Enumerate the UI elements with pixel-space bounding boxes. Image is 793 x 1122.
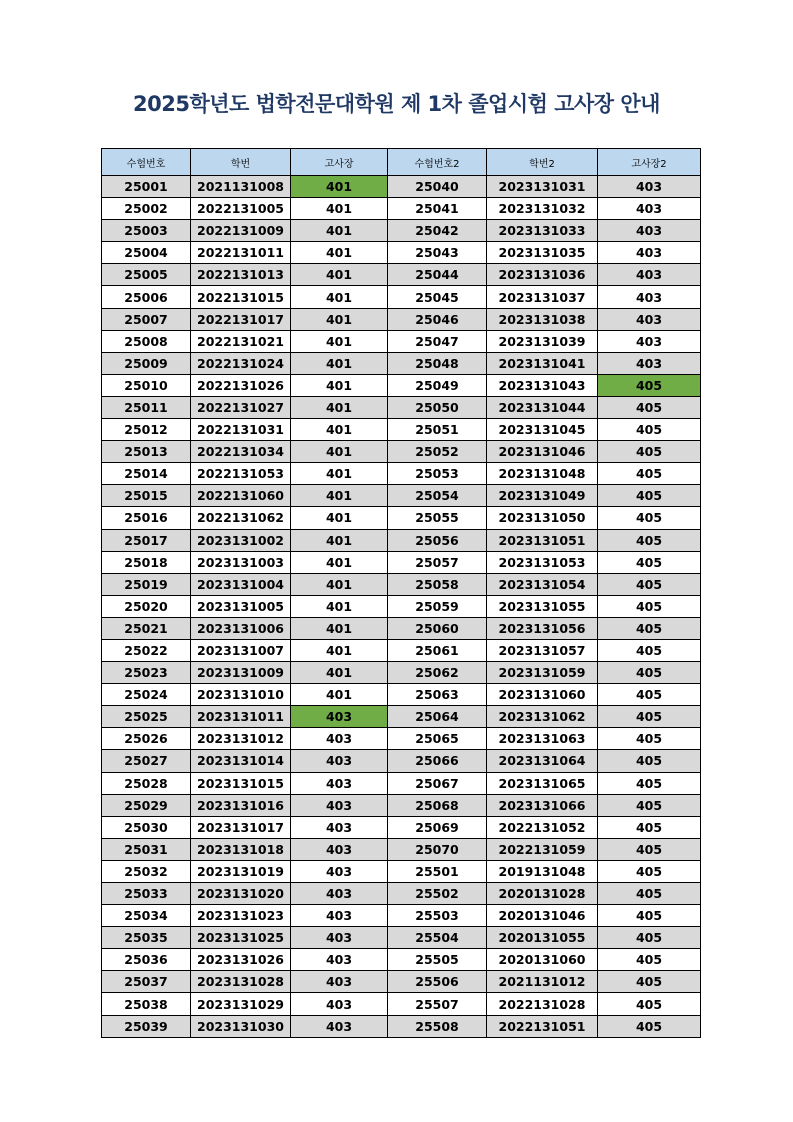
column-header-student-id: 학번	[191, 149, 291, 176]
table-row	[102, 927, 701, 949]
table-row	[102, 419, 701, 441]
student-id-2-cell: 2023131041	[487, 352, 598, 374]
exam-number-2-cell: 25059	[388, 595, 487, 617]
exam-room-2-cell: 403	[598, 176, 701, 198]
table-row	[102, 220, 701, 242]
student-id-cell: 2022131053	[191, 463, 291, 485]
exam-room-cell: 401	[291, 507, 388, 529]
student-id-2-cell: 2023131055	[487, 595, 598, 617]
exam-room-cell: 401	[291, 441, 388, 463]
student-id-cell: 2022131021	[191, 330, 291, 352]
table-row	[102, 684, 701, 706]
student-id-cell: 2022131011	[191, 242, 291, 264]
table-row	[102, 485, 701, 507]
exam-room-2-cell: 405	[598, 838, 701, 860]
exam-number-cell: 25035	[102, 927, 191, 949]
exam-room-cell: 401	[291, 352, 388, 374]
student-id-2-cell: 2023131054	[487, 573, 598, 595]
student-id-cell: 2022131031	[191, 419, 291, 441]
exam-number-2-cell: 25060	[388, 617, 487, 639]
table-row	[102, 838, 701, 860]
exam-number-2-cell: 25505	[388, 949, 487, 971]
student-id-2-cell: 2023131065	[487, 772, 598, 794]
exam-number-2-cell: 25064	[388, 706, 487, 728]
exam-number-2-cell: 25506	[388, 971, 487, 993]
exam-room-2-cell: 405	[598, 419, 701, 441]
table-row	[102, 396, 701, 418]
table-row	[102, 662, 701, 684]
student-id-cell: 2023131025	[191, 927, 291, 949]
student-id-cell: 2023131003	[191, 551, 291, 573]
exam-number-2-cell: 25062	[388, 662, 487, 684]
exam-room-cell: 403	[291, 927, 388, 949]
exam-room-cell: 403	[291, 728, 388, 750]
student-id-2-cell: 2023131037	[487, 286, 598, 308]
exam-room-cell: 403	[291, 816, 388, 838]
table-row	[102, 728, 701, 750]
exam-number-cell: 25001	[102, 176, 191, 198]
column-header-exam-room: 고사장	[291, 149, 388, 176]
student-id-2-cell: 2023131039	[487, 330, 598, 352]
exam-number-cell: 25018	[102, 551, 191, 573]
student-id-2-cell: 2023131062	[487, 706, 598, 728]
exam-room-2-cell: 403	[598, 308, 701, 330]
student-id-cell: 2022131034	[191, 441, 291, 463]
student-id-cell: 2023131023	[191, 905, 291, 927]
exam-room-2-cell: 405	[598, 1015, 701, 1037]
exam-room-2-cell: 403	[598, 220, 701, 242]
exam-room-cell: 403	[291, 706, 388, 728]
exam-room-cell: 403	[291, 993, 388, 1015]
student-id-2-cell: 2023131032	[487, 198, 598, 220]
exam-room-cell: 401	[291, 617, 388, 639]
exam-number-2-cell: 25049	[388, 374, 487, 396]
exam-number-cell: 25036	[102, 949, 191, 971]
table-row	[102, 441, 701, 463]
exam-room-2-cell: 403	[598, 286, 701, 308]
student-id-cell: 2023131014	[191, 750, 291, 772]
exam-number-2-cell: 25057	[388, 551, 487, 573]
exam-number-cell: 25025	[102, 706, 191, 728]
student-id-cell: 2022131009	[191, 220, 291, 242]
exam-room-cell: 403	[291, 883, 388, 905]
exam-number-2-cell: 25069	[388, 816, 487, 838]
exam-room-cell: 401	[291, 374, 388, 396]
exam-room-2-cell: 403	[598, 330, 701, 352]
exam-room-2-cell: 405	[598, 993, 701, 1015]
exam-room-2-cell: 405	[598, 905, 701, 927]
exam-number-2-cell: 25040	[388, 176, 487, 198]
exam-number-cell: 25034	[102, 905, 191, 927]
column-header-exam-number: 수험번호	[102, 149, 191, 176]
student-id-cell: 2022131026	[191, 374, 291, 396]
exam-room-2-cell: 405	[598, 573, 701, 595]
exam-number-2-cell: 25501	[388, 860, 487, 882]
exam-room-2-cell: 405	[598, 816, 701, 838]
exam-number-2-cell: 25061	[388, 639, 487, 661]
exam-room-cell: 403	[291, 860, 388, 882]
student-id-2-cell: 2023131048	[487, 463, 598, 485]
exam-room-cell: 403	[291, 1015, 388, 1037]
student-id-2-cell: 2023131056	[487, 617, 598, 639]
exam-number-2-cell: 25065	[388, 728, 487, 750]
exam-room-2-cell: 405	[598, 662, 701, 684]
exam-room-2-cell: 405	[598, 529, 701, 551]
exam-number-cell: 25011	[102, 396, 191, 418]
table-row	[102, 330, 701, 352]
exam-room-cell: 403	[291, 905, 388, 927]
exam-room-2-cell: 405	[598, 396, 701, 418]
exam-room-2-cell: 405	[598, 927, 701, 949]
exam-number-cell: 25008	[102, 330, 191, 352]
exam-room-cell: 401	[291, 529, 388, 551]
student-id-2-cell: 2023131033	[487, 220, 598, 242]
exam-room-cell: 401	[291, 396, 388, 418]
exam-room-2-cell: 405	[598, 794, 701, 816]
exam-room-2-cell: 405	[598, 706, 701, 728]
exam-room-2-cell: 405	[598, 441, 701, 463]
student-id-cell: 2023131006	[191, 617, 291, 639]
exam-room-2-cell: 403	[598, 198, 701, 220]
exam-room-cell: 403	[291, 750, 388, 772]
table-row	[102, 993, 701, 1015]
column-header-student-id-2: 학번2	[487, 149, 598, 176]
student-id-2-cell: 2022131051	[487, 1015, 598, 1037]
exam-room-2-cell: 405	[598, 485, 701, 507]
exam-number-cell: 25016	[102, 507, 191, 529]
table-row	[102, 529, 701, 551]
student-id-2-cell: 2020131060	[487, 949, 598, 971]
table-row	[102, 860, 701, 882]
student-id-cell: 2022131060	[191, 485, 291, 507]
student-id-2-cell: 2020131055	[487, 927, 598, 949]
table-row	[102, 595, 701, 617]
student-id-cell: 2023131029	[191, 993, 291, 1015]
exam-number-cell: 25023	[102, 662, 191, 684]
exam-number-2-cell: 25068	[388, 794, 487, 816]
column-header-exam-number-2: 수험번호2	[388, 149, 487, 176]
column-header-exam-room-2: 고사장2	[598, 149, 701, 176]
student-id-cell: 2023131028	[191, 971, 291, 993]
student-id-2-cell: 2022131028	[487, 993, 598, 1015]
exam-room-2-cell: 405	[598, 617, 701, 639]
student-id-2-cell: 2023131031	[487, 176, 598, 198]
exam-number-cell: 25005	[102, 264, 191, 286]
exam-room-cell: 401	[291, 220, 388, 242]
student-id-cell: 2023131004	[191, 573, 291, 595]
table-body	[102, 176, 701, 1038]
exam-room-2-cell: 403	[598, 242, 701, 264]
student-id-cell: 2023131010	[191, 684, 291, 706]
exam-number-cell: 25004	[102, 242, 191, 264]
exam-room-cell: 401	[291, 463, 388, 485]
exam-number-cell: 25003	[102, 220, 191, 242]
exam-room-cell: 401	[291, 573, 388, 595]
exam-room-2-cell: 403	[598, 264, 701, 286]
table-row	[102, 949, 701, 971]
table-row	[102, 176, 701, 198]
exam-room-cell: 401	[291, 595, 388, 617]
exam-room-2-cell: 405	[598, 374, 701, 396]
student-id-cell: 2022131027	[191, 396, 291, 418]
student-id-cell: 2022131005	[191, 198, 291, 220]
student-id-cell: 2023131012	[191, 728, 291, 750]
exam-room-cell: 401	[291, 662, 388, 684]
table-row	[102, 816, 701, 838]
exam-number-cell: 25037	[102, 971, 191, 993]
exam-number-2-cell: 25048	[388, 352, 487, 374]
exam-room-cell: 401	[291, 639, 388, 661]
student-id-2-cell: 2023131066	[487, 794, 598, 816]
exam-room-2-cell: 405	[598, 595, 701, 617]
exam-number-2-cell: 25044	[388, 264, 487, 286]
exam-number-2-cell: 25045	[388, 286, 487, 308]
exam-room-cell: 401	[291, 308, 388, 330]
student-id-cell: 2023131020	[191, 883, 291, 905]
student-id-cell: 2023131009	[191, 662, 291, 684]
student-id-2-cell: 2022131052	[487, 816, 598, 838]
student-id-2-cell: 2023131064	[487, 750, 598, 772]
exam-number-cell: 25012	[102, 419, 191, 441]
exam-number-cell: 25002	[102, 198, 191, 220]
exam-room-2-cell: 405	[598, 507, 701, 529]
student-id-2-cell: 2023131038	[487, 308, 598, 330]
exam-number-cell: 25027	[102, 750, 191, 772]
exam-number-cell: 25031	[102, 838, 191, 860]
page-title: 2025학년도 법학전문대학원 제 1차 졸업시험 고사장 안내	[133, 92, 660, 116]
exam-room-2-cell: 405	[598, 639, 701, 661]
table-row	[102, 971, 701, 993]
exam-number-cell: 25020	[102, 595, 191, 617]
student-id-cell: 2023131011	[191, 706, 291, 728]
student-id-2-cell: 2021131012	[487, 971, 598, 993]
student-id-2-cell: 2023131045	[487, 419, 598, 441]
exam-room-2-cell: 405	[598, 883, 701, 905]
exam-number-2-cell: 25042	[388, 220, 487, 242]
student-id-2-cell: 2020131046	[487, 905, 598, 927]
exam-number-cell: 25032	[102, 860, 191, 882]
exam-room-2-cell: 405	[598, 750, 701, 772]
exam-number-2-cell: 25055	[388, 507, 487, 529]
table-row	[102, 905, 701, 927]
student-id-2-cell: 2023131035	[487, 242, 598, 264]
table-row	[102, 883, 701, 905]
exam-room-2-cell: 405	[598, 684, 701, 706]
exam-number-2-cell: 25051	[388, 419, 487, 441]
exam-number-2-cell: 25503	[388, 905, 487, 927]
student-id-cell: 2023131002	[191, 529, 291, 551]
student-id-2-cell: 2023131049	[487, 485, 598, 507]
table-row	[102, 507, 701, 529]
student-id-cell: 2021131008	[191, 176, 291, 198]
exam-number-cell: 25028	[102, 772, 191, 794]
exam-number-2-cell: 25504	[388, 927, 487, 949]
exam-room-cell: 403	[291, 772, 388, 794]
exam-room-cell: 401	[291, 176, 388, 198]
exam-number-2-cell: 25056	[388, 529, 487, 551]
exam-number-cell: 25030	[102, 816, 191, 838]
exam-number-2-cell: 25070	[388, 838, 487, 860]
student-id-2-cell: 2019131048	[487, 860, 598, 882]
exam-number-2-cell: 25052	[388, 441, 487, 463]
student-id-cell: 2023131007	[191, 639, 291, 661]
exam-number-2-cell: 25041	[388, 198, 487, 220]
exam-room-cell: 401	[291, 684, 388, 706]
exam-number-2-cell: 25050	[388, 396, 487, 418]
student-id-cell: 2023131016	[191, 794, 291, 816]
table-row	[102, 573, 701, 595]
exam-number-cell: 25022	[102, 639, 191, 661]
exam-room-2-cell: 405	[598, 949, 701, 971]
table-row	[102, 639, 701, 661]
student-id-2-cell: 2023131050	[487, 507, 598, 529]
exam-number-2-cell: 25507	[388, 993, 487, 1015]
table-row	[102, 242, 701, 264]
table-row	[102, 772, 701, 794]
student-id-cell: 2023131030	[191, 1015, 291, 1037]
exam-number-2-cell: 25043	[388, 242, 487, 264]
exam-number-2-cell: 25046	[388, 308, 487, 330]
student-id-cell: 2022131017	[191, 308, 291, 330]
student-id-cell: 2022131013	[191, 264, 291, 286]
exam-room-cell: 401	[291, 264, 388, 286]
exam-number-cell: 25014	[102, 463, 191, 485]
table-row	[102, 264, 701, 286]
exam-room-cell: 403	[291, 971, 388, 993]
table-row	[102, 1015, 701, 1037]
exam-room-cell: 401	[291, 419, 388, 441]
table-row	[102, 308, 701, 330]
student-id-cell: 2023131026	[191, 949, 291, 971]
exam-number-cell: 25038	[102, 993, 191, 1015]
table-row	[102, 617, 701, 639]
exam-number-2-cell: 25053	[388, 463, 487, 485]
exam-room-cell: 401	[291, 485, 388, 507]
student-id-2-cell: 2023131063	[487, 728, 598, 750]
exam-number-cell: 25024	[102, 684, 191, 706]
exam-room-2-cell: 405	[598, 728, 701, 750]
student-id-2-cell: 2023131051	[487, 529, 598, 551]
exam-number-cell: 25007	[102, 308, 191, 330]
exam-room-2-cell: 405	[598, 860, 701, 882]
student-id-2-cell: 2022131059	[487, 838, 598, 860]
exam-number-2-cell: 25047	[388, 330, 487, 352]
exam-room-2-cell: 405	[598, 463, 701, 485]
exam-room-cell: 401	[291, 286, 388, 308]
exam-number-cell: 25017	[102, 529, 191, 551]
student-id-2-cell: 2023131046	[487, 441, 598, 463]
exam-number-2-cell: 25502	[388, 883, 487, 905]
exam-number-cell: 25033	[102, 883, 191, 905]
student-id-cell: 2022131062	[191, 507, 291, 529]
student-id-cell: 2023131017	[191, 816, 291, 838]
student-id-cell: 2022131024	[191, 352, 291, 374]
exam-number-cell: 25015	[102, 485, 191, 507]
student-id-cell: 2023131018	[191, 838, 291, 860]
exam-room-table	[101, 148, 701, 1038]
table-row	[102, 706, 701, 728]
exam-number-2-cell: 25063	[388, 684, 487, 706]
exam-number-cell: 25029	[102, 794, 191, 816]
student-id-2-cell: 2023131057	[487, 639, 598, 661]
table-row	[102, 374, 701, 396]
exam-room-cell: 403	[291, 838, 388, 860]
exam-room-2-cell: 405	[598, 772, 701, 794]
student-id-2-cell: 2023131059	[487, 662, 598, 684]
student-id-cell: 2023131019	[191, 860, 291, 882]
table-row	[102, 463, 701, 485]
exam-number-cell: 25026	[102, 728, 191, 750]
student-id-2-cell: 2023131053	[487, 551, 598, 573]
student-id-cell: 2023131015	[191, 772, 291, 794]
table-row	[102, 198, 701, 220]
student-id-2-cell: 2023131060	[487, 684, 598, 706]
exam-room-cell: 401	[291, 551, 388, 573]
exam-room-2-cell: 405	[598, 971, 701, 993]
exam-number-cell: 25009	[102, 352, 191, 374]
exam-number-cell: 25021	[102, 617, 191, 639]
exam-number-2-cell: 25054	[388, 485, 487, 507]
exam-room-cell: 403	[291, 794, 388, 816]
table-row	[102, 551, 701, 573]
table-row	[102, 750, 701, 772]
student-id-2-cell: 2020131028	[487, 883, 598, 905]
student-id-2-cell: 2023131043	[487, 374, 598, 396]
exam-number-cell: 25019	[102, 573, 191, 595]
exam-room-2-cell: 405	[598, 551, 701, 573]
exam-room-cell: 401	[291, 330, 388, 352]
exam-number-2-cell: 25508	[388, 1015, 487, 1037]
exam-room-cell: 401	[291, 242, 388, 264]
table-row	[102, 352, 701, 374]
student-id-2-cell: 2023131044	[487, 396, 598, 418]
exam-number-2-cell: 25066	[388, 750, 487, 772]
exam-room-cell: 401	[291, 198, 388, 220]
table-row	[102, 794, 701, 816]
exam-number-cell: 25010	[102, 374, 191, 396]
table-row	[102, 286, 701, 308]
table-header-row	[102, 149, 701, 176]
student-id-2-cell: 2023131036	[487, 264, 598, 286]
exam-number-cell: 25006	[102, 286, 191, 308]
exam-number-cell: 25013	[102, 441, 191, 463]
exam-number-cell: 25039	[102, 1015, 191, 1037]
student-id-cell: 2022131015	[191, 286, 291, 308]
exam-number-2-cell: 25058	[388, 573, 487, 595]
exam-number-2-cell: 25067	[388, 772, 487, 794]
exam-room-2-cell: 403	[598, 352, 701, 374]
student-id-cell: 2023131005	[191, 595, 291, 617]
exam-room-cell: 403	[291, 949, 388, 971]
